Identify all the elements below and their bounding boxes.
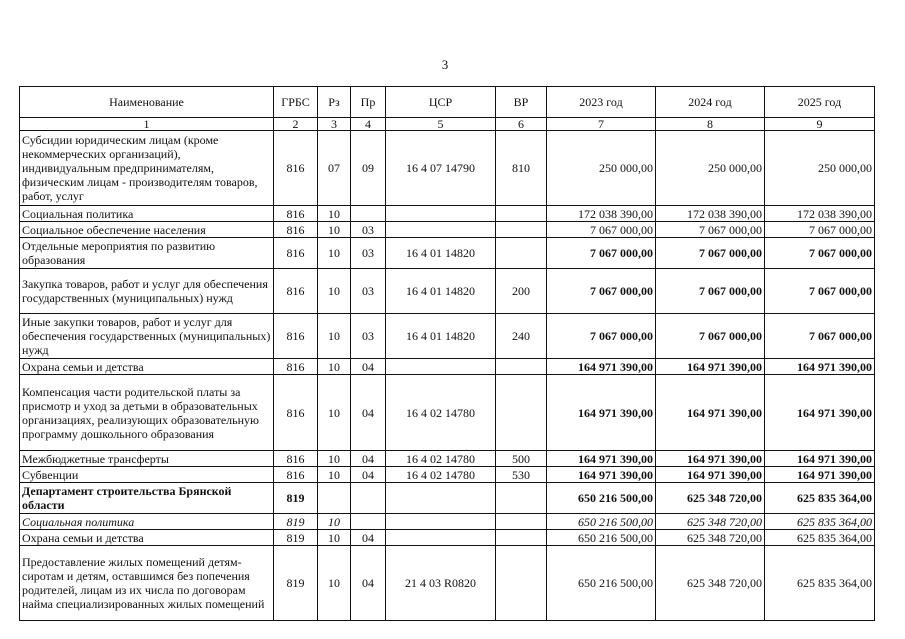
cell-2025: 625 835 364,00	[765, 514, 875, 530]
cell-2023: 250 000,00	[547, 131, 656, 206]
cell-vr	[496, 238, 547, 269]
table-row	[20, 375, 875, 451]
column-number: 7	[547, 118, 656, 131]
cell-name: Субвенции	[20, 467, 274, 483]
column-number: 8	[656, 118, 765, 131]
cell-name: Социальная политика	[20, 206, 274, 222]
header-vr: ВР	[496, 87, 547, 118]
cell-grbs: 816	[274, 467, 318, 483]
cell-grbs: 816	[274, 131, 318, 206]
cell-csr	[386, 483, 496, 514]
table-row	[20, 131, 875, 206]
cell-2025: 7 067 000,00	[765, 238, 875, 269]
table-row	[20, 206, 875, 222]
column-number: 3	[318, 118, 351, 131]
cell-2023: 650 216 500,00	[547, 530, 656, 546]
cell-rz: 10	[318, 530, 351, 546]
cell-rz: 10	[318, 451, 351, 467]
column-number-row	[20, 118, 875, 131]
header-grbs: ГРБС	[274, 87, 318, 118]
column-number: 6	[496, 118, 547, 131]
cell-2023: 164 971 390,00	[547, 451, 656, 467]
cell-2025: 7 067 000,00	[765, 269, 875, 314]
cell-2024: 7 067 000,00	[656, 222, 765, 238]
cell-grbs: 816	[274, 314, 318, 359]
cell-rz: 10	[318, 359, 351, 375]
cell-name: Отдельные мероприятия по развитию образования	[20, 238, 274, 269]
cell-name: Охрана семьи и детства	[20, 530, 274, 546]
cell-2025: 625 835 364,00	[765, 483, 875, 514]
cell-2024: 164 971 390,00	[656, 451, 765, 467]
cell-vr	[496, 483, 547, 514]
cell-name: Социальное обеспечение населения	[20, 222, 274, 238]
cell-pr: 04	[351, 375, 386, 451]
cell-vr	[496, 530, 547, 546]
cell-rz	[318, 483, 351, 514]
cell-rz: 10	[318, 222, 351, 238]
cell-2024: 172 038 390,00	[656, 206, 765, 222]
cell-pr: 03	[351, 222, 386, 238]
cell-vr: 240	[496, 314, 547, 359]
cell-2024: 7 067 000,00	[656, 314, 765, 359]
cell-grbs: 819	[274, 483, 318, 514]
header-csr: ЦСР	[386, 87, 496, 118]
cell-2024: 625 348 720,00	[656, 514, 765, 530]
table-row	[20, 467, 875, 483]
cell-rz: 10	[318, 238, 351, 269]
cell-csr	[386, 530, 496, 546]
cell-csr: 21 4 03 R0820	[386, 546, 496, 621]
header-2025: 2025 год	[765, 87, 875, 118]
cell-vr	[496, 206, 547, 222]
cell-grbs: 816	[274, 375, 318, 451]
cell-2024: 625 348 720,00	[656, 483, 765, 514]
column-number: 4	[351, 118, 386, 131]
cell-2024: 7 067 000,00	[656, 238, 765, 269]
cell-2024: 625 348 720,00	[656, 530, 765, 546]
cell-vr: 810	[496, 131, 547, 206]
cell-rz: 10	[318, 314, 351, 359]
cell-csr	[386, 359, 496, 375]
table-row	[20, 359, 875, 375]
cell-name: Иные закупки товаров, работ и услуг для обеспечения государственных (муниципальных) нужд	[20, 314, 274, 359]
cell-csr: 16 4 01 14820	[386, 269, 496, 314]
cell-grbs: 816	[274, 269, 318, 314]
cell-vr	[496, 359, 547, 375]
table-row	[20, 546, 875, 621]
table-row	[20, 530, 875, 546]
cell-name: Закупка товаров, работ и услуг для обеспечения государственных (муниципальных) нужд	[20, 269, 274, 314]
budget-table	[19, 86, 875, 621]
cell-grbs: 816	[274, 238, 318, 269]
cell-pr: 04	[351, 467, 386, 483]
cell-pr: 04	[351, 359, 386, 375]
cell-name: Субсидии юридическим лицам (кроме некоммерческих организаций), индивидуальным предпринимателям, физическим лицам - производителям товаров, работ, услуг	[20, 131, 274, 206]
cell-pr: 04	[351, 530, 386, 546]
cell-csr	[386, 514, 496, 530]
table-row	[20, 314, 875, 359]
table-row	[20, 269, 875, 314]
cell-grbs: 816	[274, 222, 318, 238]
cell-2024: 164 971 390,00	[656, 375, 765, 451]
header-2023: 2023 год	[547, 87, 656, 118]
header-name: Наименование	[20, 87, 274, 118]
cell-csr: 16 4 02 14780	[386, 451, 496, 467]
table-body	[20, 131, 875, 621]
cell-2023: 7 067 000,00	[547, 222, 656, 238]
cell-grbs: 819	[274, 546, 318, 621]
cell-2024: 7 067 000,00	[656, 269, 765, 314]
cell-rz: 10	[318, 269, 351, 314]
cell-2025: 164 971 390,00	[765, 467, 875, 483]
cell-2023: 7 067 000,00	[547, 269, 656, 314]
cell-name: Департамент строительства Брянской области	[20, 483, 274, 514]
cell-vr: 500	[496, 451, 547, 467]
cell-rz: 10	[318, 206, 351, 222]
cell-csr: 16 4 01 14820	[386, 238, 496, 269]
column-number: 1	[20, 118, 274, 131]
cell-vr: 200	[496, 269, 547, 314]
cell-2023: 650 216 500,00	[547, 514, 656, 530]
column-number: 2	[274, 118, 318, 131]
cell-pr: 04	[351, 546, 386, 621]
cell-rz: 10	[318, 467, 351, 483]
column-number: 5	[386, 118, 496, 131]
cell-rz: 07	[318, 131, 351, 206]
cell-rz: 10	[318, 546, 351, 621]
cell-vr	[496, 546, 547, 621]
header-pr: Пр	[351, 87, 386, 118]
cell-csr: 16 4 07 14790	[386, 131, 496, 206]
cell-vr: 530	[496, 467, 547, 483]
cell-2024: 164 971 390,00	[656, 359, 765, 375]
cell-name: Социальная политика	[20, 514, 274, 530]
cell-grbs: 816	[274, 451, 318, 467]
header-rz: Рз	[318, 87, 351, 118]
cell-2025: 7 067 000,00	[765, 222, 875, 238]
cell-grbs: 816	[274, 206, 318, 222]
cell-vr	[496, 375, 547, 451]
cell-pr: 03	[351, 269, 386, 314]
table-row	[20, 238, 875, 269]
cell-2023: 164 971 390,00	[547, 359, 656, 375]
cell-2024: 625 348 720,00	[656, 546, 765, 621]
cell-2025: 625 835 364,00	[765, 530, 875, 546]
cell-rz: 10	[318, 375, 351, 451]
cell-2024: 250 000,00	[656, 131, 765, 206]
cell-rz: 10	[318, 514, 351, 530]
cell-pr: 03	[351, 238, 386, 269]
cell-2025: 164 971 390,00	[765, 451, 875, 467]
cell-2023: 164 971 390,00	[547, 467, 656, 483]
cell-2023: 7 067 000,00	[547, 238, 656, 269]
cell-name: Компенсация части родительской платы за присмотр и уход за детьми в образовательных организациях, реализующих образовательную программу дошкольного образования	[20, 375, 274, 451]
cell-csr	[386, 222, 496, 238]
header-row	[20, 87, 875, 118]
cell-name: Охрана семьи и детства	[20, 359, 274, 375]
cell-2025: 164 971 390,00	[765, 359, 875, 375]
cell-2024: 164 971 390,00	[656, 467, 765, 483]
cell-2023: 7 067 000,00	[547, 314, 656, 359]
cell-pr: 09	[351, 131, 386, 206]
table-row	[20, 514, 875, 530]
cell-2023: 172 038 390,00	[547, 206, 656, 222]
cell-pr	[351, 514, 386, 530]
cell-pr	[351, 206, 386, 222]
table-row	[20, 222, 875, 238]
cell-pr: 04	[351, 451, 386, 467]
cell-2023: 650 216 500,00	[547, 546, 656, 621]
cell-vr	[496, 514, 547, 530]
cell-2023: 164 971 390,00	[547, 375, 656, 451]
cell-2025: 7 067 000,00	[765, 314, 875, 359]
table-row	[20, 451, 875, 467]
cell-2025: 250 000,00	[765, 131, 875, 206]
cell-2025: 172 038 390,00	[765, 206, 875, 222]
header-2024: 2024 год	[656, 87, 765, 118]
cell-name: Предоставление жилых помещений детям-сиротам и детям, оставшимся без попечения родителей, лицам из их числа по договорам найма специализированных жилых помещений	[20, 546, 274, 621]
cell-grbs: 819	[274, 530, 318, 546]
cell-name: Межбюджетные трансферты	[20, 451, 274, 467]
column-number: 9	[765, 118, 875, 131]
table-row	[20, 483, 875, 514]
cell-grbs: 816	[274, 359, 318, 375]
cell-2025: 625 835 364,00	[765, 546, 875, 621]
page-number: 3	[441, 57, 449, 72]
cell-vr	[496, 222, 547, 238]
cell-csr: 16 4 02 14780	[386, 375, 496, 451]
cell-csr: 16 4 01 14820	[386, 314, 496, 359]
cell-pr: 03	[351, 314, 386, 359]
cell-csr	[386, 206, 496, 222]
cell-csr: 16 4 02 14780	[386, 467, 496, 483]
cell-pr	[351, 483, 386, 514]
cell-grbs: 819	[274, 514, 318, 530]
cell-2023: 650 216 500,00	[547, 483, 656, 514]
cell-2025: 164 971 390,00	[765, 375, 875, 451]
